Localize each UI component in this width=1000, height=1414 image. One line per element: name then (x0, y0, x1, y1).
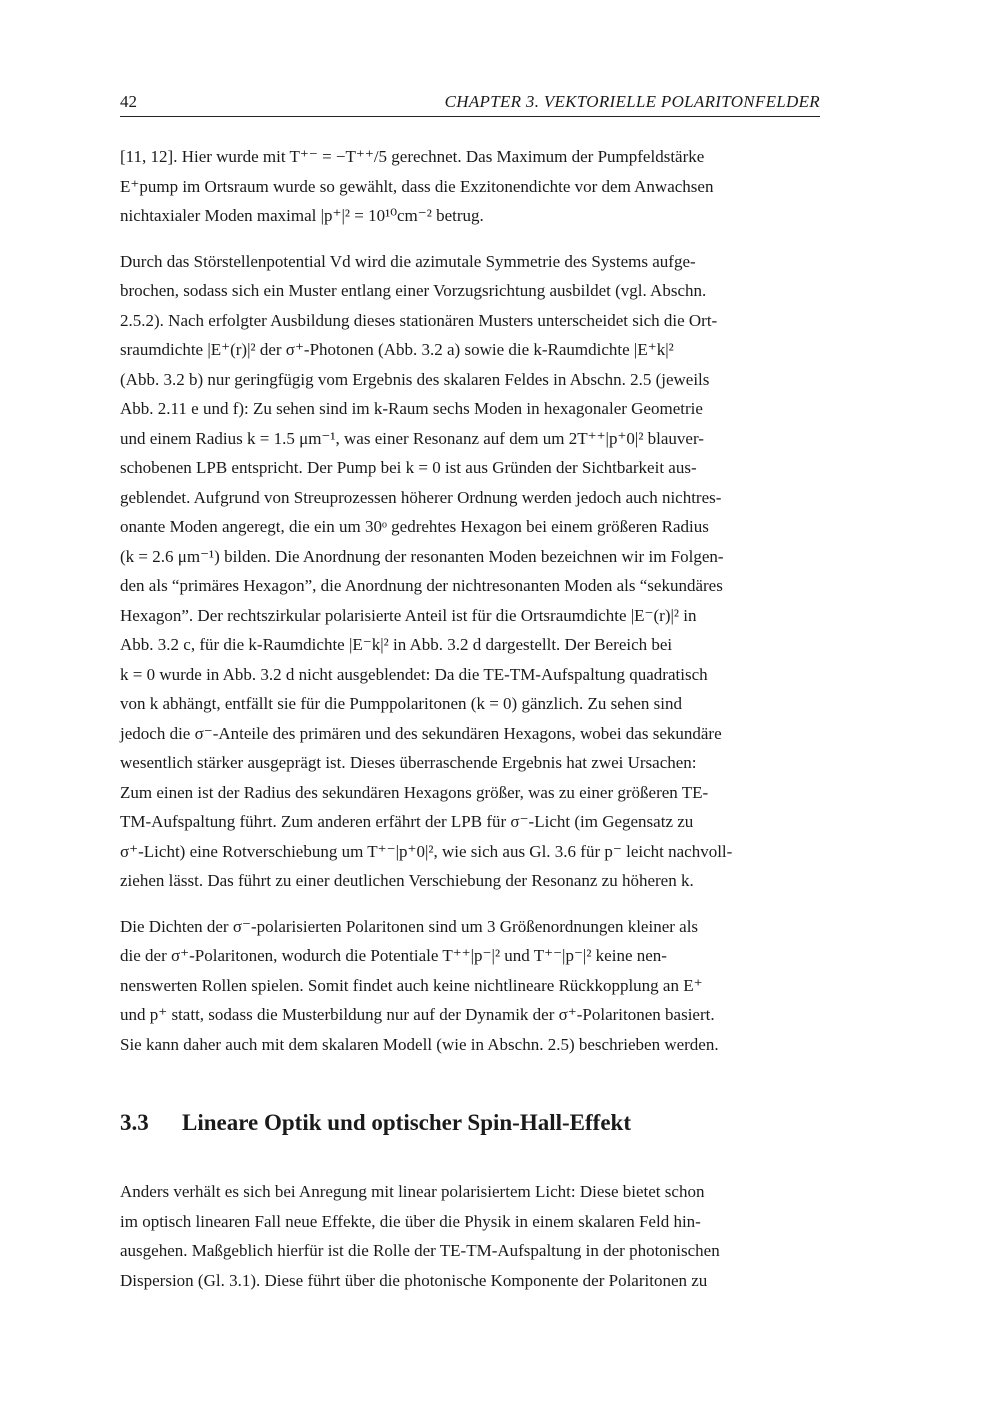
text-line: geblendet. Aufgrund von Streuprozessen höherer Ordnung werden jedoch auch nichtres- (120, 487, 722, 507)
text-line: schobenen LPB entspricht. Der Pump bei k = 0 ist aus Gründen der Sichtbarkeit aus- (120, 458, 697, 477)
text-line: Hexagon”. Der rechtszirkular polarisierte Anteil ist für die Ortsraumdichte |E⁻(r)|² in (120, 605, 697, 625)
text-line: ziehen lässt. Das führt zu einer deutlichen Verschiebung der Resonanz zu höheren k. (120, 871, 694, 890)
section-title: Lineare Optik und optischer Spin-Hall-Effekt (182, 1110, 631, 1135)
text-line: jedoch die σ⁻-Anteile des primären und des sekundären Hexagons, wobei das sekundäre (120, 723, 722, 743)
page-body (120, 142, 820, 1075)
paragraph-4 (120, 1177, 820, 1295)
section-number: 3.3 (120, 1110, 149, 1135)
text-line: Die Dichten der σ⁻-polarisierten Polaritonen sind um 3 Größenordnungen kleiner als (120, 916, 699, 936)
text-line: 2.5.2). Nach erfolgter Ausbildung dieses stationären Musters unterscheidet sich die Ort- (120, 310, 718, 330)
section-body (120, 1177, 820, 1311)
paragraph-2 (120, 247, 820, 896)
text-line: sraumdichte |E⁺(r)|² der σ⁺-Photonen (Abb. 3.2 a) sowie die k-Raumdichte |E⁺k|² (120, 340, 674, 359)
paragraph-1 (120, 142, 820, 231)
text-line: E⁺pump im Ortsraum wurde so gewählt, dass die Exzitonendichte vor dem Anwachsen (120, 176, 714, 196)
text-line: brochen, sodass sich ein Muster entlang einer Vorzugsrichtung ausbildet (vgl. Abschn. (120, 281, 707, 300)
text-line: k = 0 wurde in Abb. 3.2 d nicht ausgeblendet: Da die TE-TM-Aufspaltung quadratisch (120, 664, 708, 684)
text-line: Abb. 3.2 c, für die k-Raumdichte |E⁻k|² in Abb. 3.2 d dargestellt. Der Bereich bei (120, 635, 673, 654)
text-line: den als “primäres Hexagon”, die Anordnung der nichtresonanten Moden als “sekundäres (120, 576, 723, 595)
text-line: und einem Radius k = 1.5 μm⁻¹, was einer Resonanz auf dem um 2T⁺⁺|p⁺0|² blauver- (120, 428, 704, 448)
text-line: von k abhängt, entfällt sie für die Pumppolaritonen (k = 0) gänzlich. Zu sehen sind (120, 694, 682, 713)
text-line: Durch das Störstellenpotential Vd wird die azimutale Symmetrie des Systems aufge- (120, 251, 696, 271)
text-line: und p⁺ statt, sodass die Musterbildung nur auf der Dynamik der σ⁺-Polaritonen basiert. (120, 1005, 715, 1024)
text-line: σ⁺-Licht) eine Rotverschiebung um T⁺⁻|p⁺0|², wie sich aus Gl. 3.6 für p⁻ leicht nachvoll- (120, 841, 733, 861)
text-line: nichtaxialer Moden maximal |p⁺|² = 10¹⁰cm⁻² betrug. (120, 206, 484, 225)
text-line: Dispersion (Gl. 3.1). Diese führt über die photonische Komponente der Polaritonen zu (120, 1270, 708, 1290)
chapter-title: CHAPTER 3. VEKTORIELLE POLARITONFELDER (444, 92, 820, 111)
section-heading (120, 1110, 631, 1136)
text-line: onante Moden angeregt, die ein um 30ᵒ gedrehtes Hexagon bei einem größeren Radius (120, 517, 709, 536)
text-line: ausgehen. Maßgeblich hierfür ist die Rolle der TE-TM-Aufspaltung in der photonischen (120, 1241, 720, 1260)
text-line: Sie kann daher auch mit dem skalaren Modell (wie in Abschn. 2.5) beschrieben werden. (120, 1034, 719, 1054)
text-line: Anders verhält es sich bei Anregung mit linear polarisiertem Licht: Diese bietet schon (120, 1182, 705, 1201)
text-line: (Abb. 3.2 b) nur geringfügig vom Ergebnis des skalaren Feldes in Abschn. 2.5 (jeweils (120, 369, 710, 389)
running-header (120, 90, 820, 117)
paragraph-3 (120, 912, 820, 1060)
text-line: wesentlich stärker ausgeprägt ist. Dieses überraschende Ergebnis hat zwei Ursachen: (120, 753, 697, 772)
text-line: [11, 12]. Hier wurde mit T⁺⁻ = −T⁺⁺/5 gerechnet. Das Maximum der Pumpfeldstärke (120, 147, 705, 166)
text-line: Abb. 2.11 e und f): Zu sehen sind im k-Raum sechs Moden in hexagonaler Geometrie (120, 399, 703, 418)
page-number: 42 (120, 92, 137, 111)
text-line: (k = 2.6 μm⁻¹) bilden. Die Anordnung der resonanten Moden bezeichnen wir im Folgen- (120, 546, 724, 566)
text-line: Zum einen ist der Radius des sekundären Hexagons größer, was zu einer größeren TE- (120, 782, 709, 802)
text-line: im optisch linearen Fall neue Effekte, die über die Physik in einem skalaren Feld hin- (120, 1211, 701, 1231)
text-line: die der σ⁺-Polaritonen, wodurch die Potentiale T⁺⁺|p⁻|² und T⁺⁻|p⁻|² keine nen- (120, 946, 667, 965)
text-line: TM-Aufspaltung führt. Zum anderen erfährt der LPB für σ⁻-Licht (im Gegensatz zu (120, 812, 694, 831)
text-line: nenswerten Rollen spielen. Somit findet auch keine nichtlineare Rückkopplung an E⁺ (120, 975, 703, 995)
